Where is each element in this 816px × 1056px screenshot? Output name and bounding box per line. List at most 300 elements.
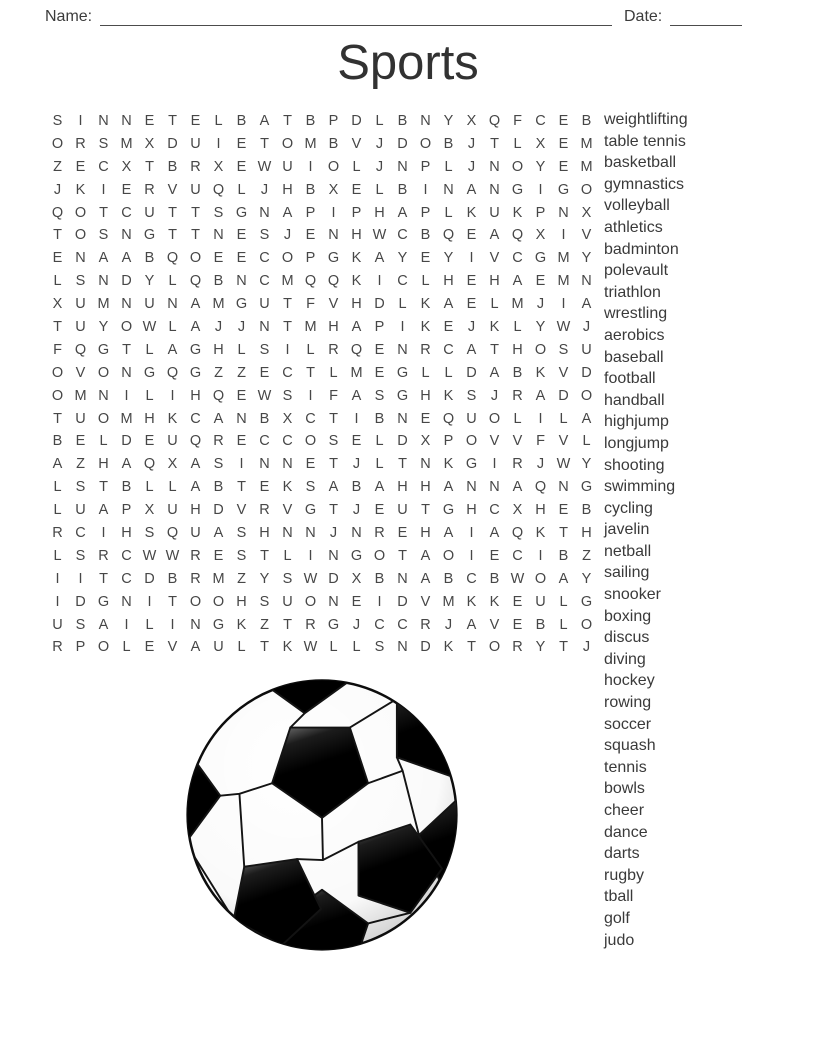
grid-cell: I xyxy=(124,616,129,633)
grid-cell: U xyxy=(259,296,270,313)
grid-cell: U xyxy=(52,616,63,633)
grid-cell: X xyxy=(213,158,224,175)
grid-cell: N xyxy=(581,273,592,290)
grid-cell: N xyxy=(259,319,270,336)
grid-cell: G xyxy=(97,341,110,358)
grid-cell: O xyxy=(51,135,64,152)
grid-cell: H xyxy=(121,525,132,542)
word-list-item: gymnastics xyxy=(604,175,685,193)
grid-cell: G xyxy=(442,502,455,519)
grid-row xyxy=(46,636,598,659)
grid-cell: U xyxy=(397,502,408,519)
grid-cell: C xyxy=(466,570,477,587)
grid-cell: H xyxy=(259,525,270,542)
grid-cell: H xyxy=(190,502,201,519)
grid-cell: Z xyxy=(237,570,246,587)
grid-row xyxy=(46,270,598,293)
grid-cell: Y xyxy=(443,250,454,267)
grid-cell: E xyxy=(374,341,385,358)
grid-cell: N xyxy=(305,525,316,542)
grid-cell: C xyxy=(75,525,86,542)
grid-cell: N xyxy=(351,525,362,542)
grid-cell: I xyxy=(354,410,359,427)
grid-cell: J xyxy=(53,181,62,198)
grid-cell: R xyxy=(190,158,201,175)
grid-cell: E xyxy=(190,113,201,129)
grid-cell: T xyxy=(53,319,62,336)
grid-cell: K xyxy=(443,456,454,473)
grid-cell: J xyxy=(260,181,269,198)
word-list-item: boxing xyxy=(604,607,652,625)
grid-cell: T xyxy=(306,364,315,381)
grid-cell: I xyxy=(216,135,221,152)
grid-cell: M xyxy=(212,570,225,587)
grid-cell: L xyxy=(559,616,568,633)
grid-cell: O xyxy=(580,181,593,198)
grid-cell: A xyxy=(443,525,454,542)
grid-cell: P xyxy=(75,639,86,656)
grid-cell: C xyxy=(259,433,270,450)
grid-cell: B xyxy=(489,570,500,587)
grid-cell: H xyxy=(420,525,431,542)
ball-pattern xyxy=(178,669,466,957)
grid-cell: W xyxy=(257,387,272,404)
grid-cell: E xyxy=(236,250,247,267)
grid-cell: T xyxy=(99,479,108,496)
grid-cell: O xyxy=(465,433,478,450)
grid-cell: M xyxy=(557,250,570,267)
grid-cell: O xyxy=(373,547,386,564)
grid-cell: Q xyxy=(212,181,225,198)
grid-cell: E xyxy=(144,639,155,656)
grid-cell: B xyxy=(305,113,316,129)
grid-cell: O xyxy=(419,135,432,152)
word-list-item: darts xyxy=(604,845,640,863)
grid-cell: E xyxy=(466,227,477,244)
grid-cell: L xyxy=(122,639,131,656)
word-list-item: athletics xyxy=(604,218,663,236)
grid-cell: U xyxy=(167,502,178,519)
grid-cell: Q xyxy=(189,273,202,290)
grid-cell: L xyxy=(53,547,62,564)
grid-cell: Q xyxy=(212,387,225,404)
grid-cell: M xyxy=(511,296,524,313)
grid-cell: T xyxy=(191,204,200,221)
word-list-item: diving xyxy=(604,650,646,668)
grid-row xyxy=(46,568,598,591)
grid-cell: N xyxy=(259,204,270,221)
grid-cell: J xyxy=(536,456,545,473)
grid-cell: E xyxy=(466,296,477,313)
grid-cell: S xyxy=(259,593,270,610)
grid-cell: E xyxy=(535,273,546,290)
grid-cell: C xyxy=(489,502,500,519)
grid-cell: I xyxy=(78,570,83,587)
grid-cell: T xyxy=(122,341,131,358)
name-label: Name: xyxy=(45,8,93,25)
grid-cell: E xyxy=(351,181,362,198)
grid-cell: I xyxy=(78,113,83,129)
word-list-item: badminton xyxy=(604,240,679,258)
grid-cell: E xyxy=(512,593,523,610)
grid-cell: N xyxy=(190,616,201,633)
grid-cell: V xyxy=(328,296,339,313)
grid-cell: I xyxy=(377,273,382,290)
grid-cell: S xyxy=(282,570,293,587)
grid-cell: T xyxy=(168,204,177,221)
grid-cell: A xyxy=(328,479,339,496)
grid-cell: E xyxy=(236,135,247,152)
grid-cell: S xyxy=(213,456,224,473)
word-list-item: weightlifting xyxy=(604,111,688,128)
word-list-item: javelin xyxy=(604,521,650,539)
word-list-item: longjump xyxy=(604,434,669,452)
grid-row xyxy=(46,110,598,133)
grid-cell: W xyxy=(165,547,180,564)
grid-cell: R xyxy=(52,639,63,656)
grid-cell: I xyxy=(101,181,106,198)
grid-cell: S xyxy=(75,479,86,496)
grid-cell: U xyxy=(144,296,155,313)
grid-cell: Z xyxy=(76,456,85,473)
grid-cell: X xyxy=(144,502,155,519)
word-list-item: squash xyxy=(604,737,656,755)
grid-cell: E xyxy=(489,547,500,564)
grid-cell: A xyxy=(535,387,546,404)
grid-cell: A xyxy=(98,250,109,267)
word-list-item: discus xyxy=(604,629,650,647)
grid-cell: R xyxy=(420,616,431,633)
grid-cell: O xyxy=(212,593,225,610)
grid-cell: T xyxy=(559,639,568,656)
grid-cell: L xyxy=(375,433,384,450)
grid-cell: Y xyxy=(581,250,592,267)
grid-cell: U xyxy=(466,410,477,427)
grid-cell: M xyxy=(120,135,133,152)
grid-cell: Q xyxy=(534,479,547,496)
grid-cell: L xyxy=(513,410,522,427)
grid-cell: A xyxy=(466,181,477,198)
grid-cell: K xyxy=(489,593,500,610)
grid-cell: K xyxy=(236,616,247,633)
grid-cell: K xyxy=(466,593,477,610)
grid-cell: Y xyxy=(535,319,546,336)
grid-cell: S xyxy=(374,387,385,404)
grid-cell: I xyxy=(308,158,313,175)
grid-cell: Z xyxy=(237,364,246,381)
grid-cell: O xyxy=(304,593,317,610)
grid-cell: Y xyxy=(581,456,592,473)
grid-cell: N xyxy=(98,273,109,290)
grid-cell: E xyxy=(52,250,63,267)
grid-cell: A xyxy=(489,525,500,542)
grid-cell: N xyxy=(397,158,408,175)
grid-cell: S xyxy=(328,433,339,450)
grid-cell: L xyxy=(421,273,430,290)
grid-cell: R xyxy=(75,135,86,152)
grid-cell: F xyxy=(306,296,315,313)
grid-cell: T xyxy=(490,341,499,358)
word-list-item: aerobics xyxy=(604,326,665,344)
grid-cell: G xyxy=(189,364,202,381)
grid-cell: T xyxy=(329,502,338,519)
grid-cell: H xyxy=(466,502,477,519)
grid-cell: E xyxy=(259,479,270,496)
grid-cell: E xyxy=(75,433,86,450)
grid-cell: L xyxy=(444,364,453,381)
grid-cell: H xyxy=(420,479,431,496)
grid-cell: I xyxy=(492,456,497,473)
grid-cell: C xyxy=(397,616,408,633)
grid-cell: R xyxy=(420,341,431,358)
grid-cell: E xyxy=(397,525,408,542)
grid-cell: X xyxy=(420,433,431,450)
grid-cell: L xyxy=(444,158,453,175)
grid-cell: T xyxy=(559,525,568,542)
grid-cell: A xyxy=(443,479,454,496)
grid-cell: T xyxy=(99,204,108,221)
grid-cell: D xyxy=(420,639,431,656)
grid-cell: O xyxy=(511,158,524,175)
grid-cell: G xyxy=(189,341,202,358)
word-list-item: handball xyxy=(604,391,665,409)
word-list-item: triathlon xyxy=(604,283,661,301)
grid-cell: N xyxy=(466,479,477,496)
grid-cell: I xyxy=(400,319,405,336)
grid-cell: H xyxy=(328,319,339,336)
grid-cell: A xyxy=(466,341,477,358)
grid-cell: L xyxy=(306,341,315,358)
grid-cell: A xyxy=(558,570,569,587)
grid-cell: V xyxy=(236,502,247,519)
grid-cell: Y xyxy=(144,273,155,290)
grid-cell: E xyxy=(144,433,155,450)
grid-cell: D xyxy=(121,273,132,290)
grid-cell: N xyxy=(328,547,339,564)
grid-cell: W xyxy=(510,570,525,587)
grid-cell: L xyxy=(145,616,154,633)
grid-cell: V xyxy=(420,593,431,610)
grid-cell: O xyxy=(281,250,294,267)
grid-cell: N xyxy=(420,456,431,473)
word-list-item: golf xyxy=(604,909,630,927)
grid-cell: S xyxy=(259,341,270,358)
grid-cell: L xyxy=(145,387,154,404)
grid-cell: A xyxy=(121,250,132,267)
grid-cell: C xyxy=(259,273,270,290)
grid-cell: S xyxy=(98,135,109,152)
word-list xyxy=(604,109,688,951)
grid-cell: C xyxy=(98,158,109,175)
grid-cell: A xyxy=(190,456,201,473)
grid-cell: K xyxy=(535,525,546,542)
grid-cell: K xyxy=(466,204,477,221)
grid-cell: N xyxy=(121,593,132,610)
grid-cell: B xyxy=(374,570,385,587)
word-list-item: volleyball xyxy=(604,197,670,215)
grid-cell: A xyxy=(512,273,523,290)
grid-cell: L xyxy=(559,593,568,610)
grid-row xyxy=(46,499,598,522)
grid-cell: Q xyxy=(189,433,202,450)
grid-cell: I xyxy=(561,296,566,313)
grid-cell: M xyxy=(442,593,455,610)
grid-cell: U xyxy=(190,135,201,152)
grid-cell: L xyxy=(375,113,384,129)
grid-cell: F xyxy=(329,387,338,404)
word-search-grid xyxy=(46,110,598,659)
grid-cell: E xyxy=(305,227,316,244)
grid-cell: B xyxy=(420,227,431,244)
grid-cell: A xyxy=(374,479,385,496)
grid-cell: Q xyxy=(166,525,179,542)
grid-cell: C xyxy=(121,204,132,221)
grid-cell: R xyxy=(259,502,270,519)
grid-cell: S xyxy=(558,341,569,358)
grid-cell: X xyxy=(282,410,293,427)
grid-cell: N xyxy=(75,250,86,267)
grid-cell: V xyxy=(167,181,178,198)
grid-cell: T xyxy=(260,135,269,152)
grid-cell: T xyxy=(145,158,154,175)
grid-cell: X xyxy=(581,204,592,221)
grid-cell: K xyxy=(282,639,293,656)
grid-cell: I xyxy=(469,250,474,267)
word-list-item: rowing xyxy=(604,694,652,712)
grid-cell: E xyxy=(512,616,523,633)
grid-cell: N xyxy=(121,113,132,129)
grid-cell: O xyxy=(488,410,501,427)
grid-cell: Q xyxy=(327,273,340,290)
grid-cell: H xyxy=(443,273,454,290)
grid-cell: L xyxy=(283,547,292,564)
grid-cell: B xyxy=(581,113,592,129)
grid-cell: Q xyxy=(442,410,455,427)
grid-cell: D xyxy=(397,433,408,450)
grid-cell: B xyxy=(121,479,132,496)
grid-cell: H xyxy=(581,525,592,542)
grid-cell: H xyxy=(236,593,247,610)
grid-cell: A xyxy=(190,296,201,313)
grid-cell: B xyxy=(167,158,178,175)
grid-cell: L xyxy=(53,479,62,496)
grid-cell: T xyxy=(490,135,499,152)
grid-cell: X xyxy=(328,181,339,198)
grid-cell: E xyxy=(213,547,224,564)
grid-cell: P xyxy=(121,502,132,519)
grid-cell: G xyxy=(580,479,593,496)
name-field-row xyxy=(45,6,612,26)
grid-cell: H xyxy=(351,296,362,313)
grid-cell: X xyxy=(52,296,63,313)
grid-cell: L xyxy=(168,319,177,336)
grid-cell: U xyxy=(75,410,86,427)
grid-row xyxy=(46,408,598,431)
grid-cell: U xyxy=(190,525,201,542)
grid-cell: L xyxy=(513,319,522,336)
grid-cell: R xyxy=(512,456,523,473)
grid-cell: J xyxy=(444,616,453,633)
grid-cell: H xyxy=(535,502,546,519)
grid-cell: A xyxy=(512,479,523,496)
grid-row xyxy=(46,316,598,339)
grid-cell: S xyxy=(144,525,155,542)
word-list-item: shooting xyxy=(604,456,665,474)
grid-cell: U xyxy=(75,319,86,336)
grid-cell: B xyxy=(351,479,362,496)
grid-cell: S xyxy=(98,227,109,244)
grid-cell: L xyxy=(559,410,568,427)
grid-cell: U xyxy=(167,433,178,450)
grid-cell: W xyxy=(556,456,571,473)
grid-cell: N xyxy=(489,479,500,496)
grid-cell: D xyxy=(374,296,385,313)
grid-cell: S xyxy=(236,525,247,542)
grid-cell: M xyxy=(350,364,363,381)
grid-cell: Y xyxy=(581,570,592,587)
grid-cell: J xyxy=(352,456,361,473)
grid-cell: I xyxy=(124,387,129,404)
grid-cell: T xyxy=(191,227,200,244)
grid-cell: E xyxy=(144,113,155,129)
grid-cell: Y xyxy=(443,113,454,129)
grid-cell: Z xyxy=(260,616,269,633)
grid-cell: O xyxy=(97,410,110,427)
grid-cell: S xyxy=(282,387,293,404)
grid-cell: X xyxy=(535,227,546,244)
grid-cell: G xyxy=(580,593,593,610)
grid-cell: I xyxy=(331,204,336,221)
grid-cell: Y xyxy=(98,319,109,336)
grid-cell: V xyxy=(282,502,293,519)
grid-cell: K xyxy=(489,319,500,336)
grid-cell: A xyxy=(282,204,293,221)
grid-cell: R xyxy=(213,433,224,450)
grid-cell: F xyxy=(513,113,522,129)
grid-cell: P xyxy=(351,204,362,221)
grid-row xyxy=(46,545,598,568)
grid-cell: T xyxy=(283,113,292,129)
grid-cell: J xyxy=(329,525,338,542)
grid-cell: M xyxy=(97,296,110,313)
grid-cell: U xyxy=(75,502,86,519)
soccer-ball-image xyxy=(178,669,466,957)
grid-cell: X xyxy=(121,158,132,175)
grid-cell: L xyxy=(352,158,361,175)
grid-cell: Q xyxy=(166,250,179,267)
grid-cell: H xyxy=(489,273,500,290)
grid-cell: A xyxy=(259,113,270,129)
grid-cell: K xyxy=(512,204,523,221)
grid-cell: F xyxy=(536,433,545,450)
grid-cell: R xyxy=(512,387,523,404)
grid-cell: L xyxy=(375,181,384,198)
word-list-item: table tennis xyxy=(604,132,686,150)
grid-cell: I xyxy=(170,616,175,633)
grid-cell: C xyxy=(443,341,454,358)
grid-cell: U xyxy=(581,341,592,358)
grid-cell: J xyxy=(283,227,292,244)
grid-row xyxy=(46,476,598,499)
grid-row xyxy=(46,522,598,545)
grid-cell: R xyxy=(190,570,201,587)
grid-cell: N xyxy=(167,296,178,313)
grid-cell: M xyxy=(304,319,317,336)
grid-cell: T xyxy=(260,547,269,564)
grid-cell: K xyxy=(443,639,454,656)
grid-cell: G xyxy=(304,502,317,519)
grid-cell: N xyxy=(397,341,408,358)
